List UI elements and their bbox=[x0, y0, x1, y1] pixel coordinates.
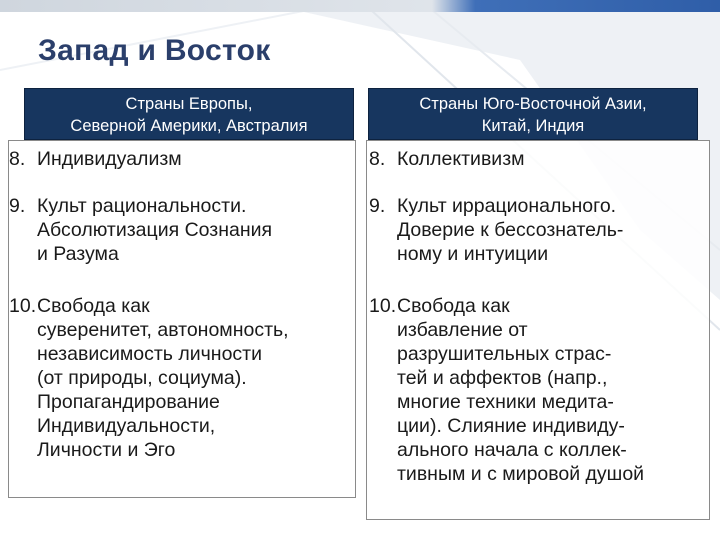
right-item-8 bbox=[369, 147, 709, 171]
left-item-10-number: 10. bbox=[9, 295, 37, 317]
left-item-8 bbox=[9, 147, 354, 171]
left-item-9 bbox=[9, 194, 354, 266]
left-item-8-number: 8. bbox=[9, 148, 26, 170]
left-item-9-text: Культ рациональности. Абсолютизация Сознания и Разума bbox=[37, 195, 273, 265]
top-accent-bar bbox=[0, 0, 720, 12]
left-item-10-text: Свобода как суверенитет, автономность, независимость личности (от природы, социума). Пропагандирование Индивидуальности, Личности и Эго bbox=[37, 295, 289, 461]
left-column-header bbox=[24, 88, 354, 140]
right-item-8-number: 8. bbox=[369, 148, 386, 170]
right-item-10-text: Свобода как избавление от разрушительных страс- тей и аффектов (напр., многие техники медита- ции). Слияние индивиду- ального начала с коллек- тивным и с мировой душой bbox=[397, 295, 645, 485]
slide-title: Запад и Восток bbox=[38, 34, 271, 67]
left-item-9-number: 9. bbox=[9, 195, 26, 217]
right-column-header bbox=[368, 88, 698, 140]
right-item-9-text: Культ иррационального. Доверие к бессознатель- ному и интуиции bbox=[397, 195, 624, 265]
left-item-8-text: Индивидуализм bbox=[37, 148, 182, 170]
left-item-10 bbox=[9, 294, 354, 462]
right-item-9-number: 9. bbox=[369, 195, 386, 217]
right-item-10 bbox=[369, 294, 709, 486]
right-item-10-number: 10. bbox=[369, 295, 397, 317]
right-column-header-text: Страны Юго-Восточной Азии, Китай, Индия bbox=[419, 95, 647, 135]
left-column-header-text: Страны Европы, Северной Америки, Австралия bbox=[70, 95, 308, 135]
right-item-8-text: Коллективизм bbox=[397, 148, 525, 170]
right-item-9 bbox=[369, 194, 709, 266]
